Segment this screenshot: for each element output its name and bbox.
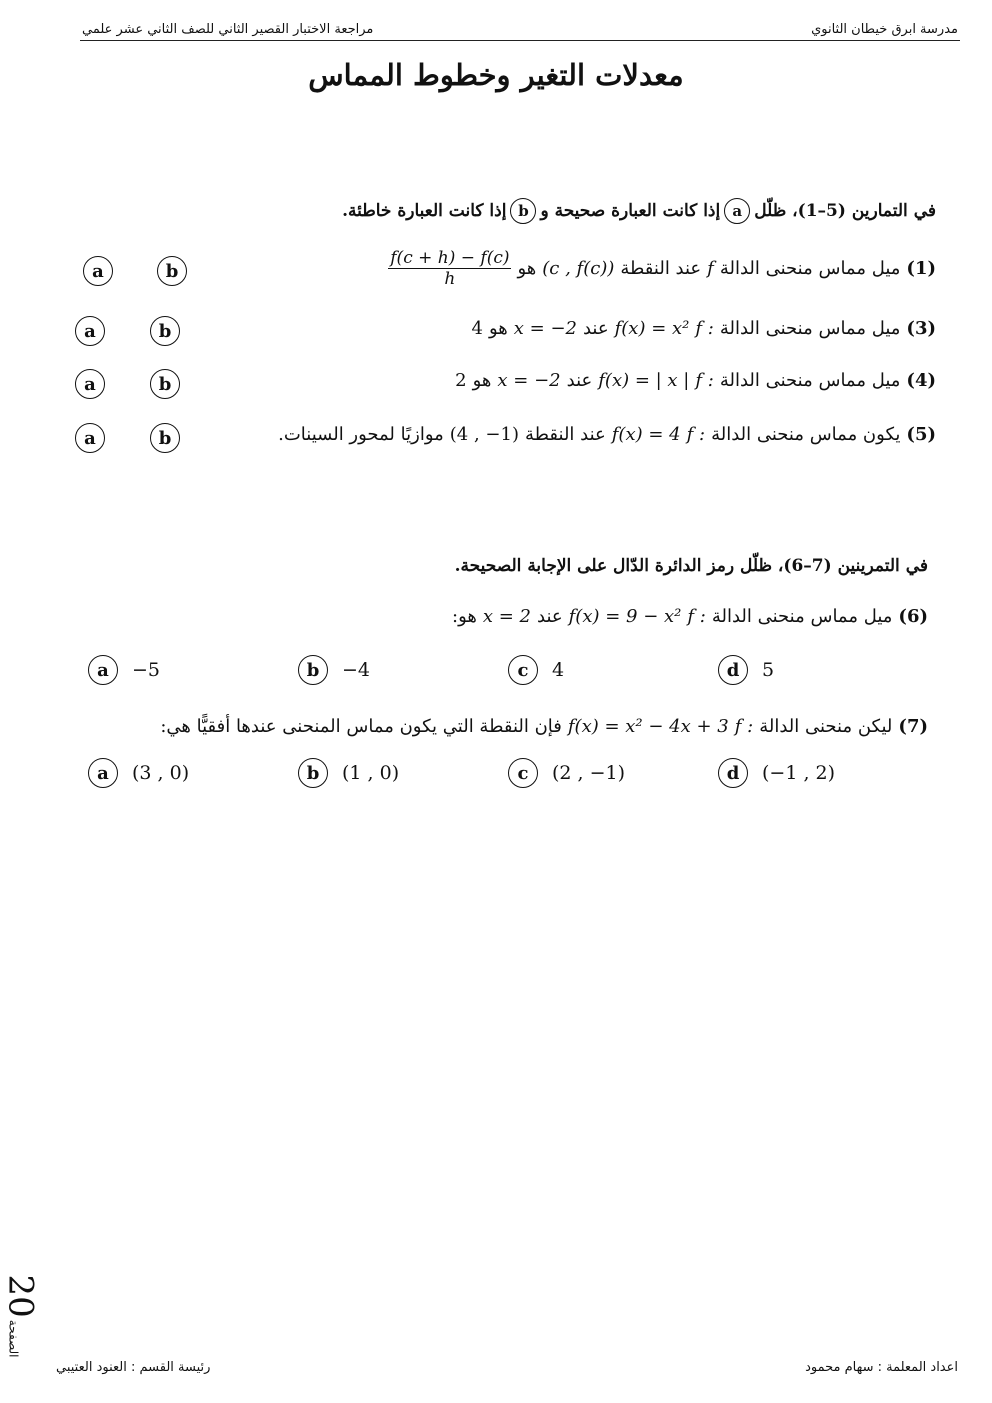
choice-a-circle[interactable]: a (88, 758, 118, 788)
answer-b-circle[interactable]: b (157, 256, 187, 286)
function-symbol: f : (734, 716, 754, 737)
function-symbol: f : (695, 318, 714, 339)
choice-d[interactable] (718, 655, 774, 685)
choice-value: −4 (342, 659, 371, 681)
question-1 (388, 248, 936, 289)
section2-instruction: في التمرينين (7–6)، ظلّل رمز الدائرة الدّال على الإجابة الصحيحة. (454, 556, 928, 576)
footer-teacher: اعداد المعلمة : سهام محمود (805, 1360, 958, 1375)
question-3 (472, 318, 936, 339)
page-number-value: 20 (0, 1274, 41, 1318)
choice-d[interactable] (718, 758, 835, 788)
function-expression: f(x) = 4 (611, 424, 681, 445)
question-number: (7) (898, 716, 928, 737)
answer-a-circle[interactable]: a (83, 256, 113, 286)
choice-a[interactable] (88, 758, 189, 788)
x-value: x = 2 (482, 606, 532, 627)
choice-b-circle[interactable]: b (298, 655, 328, 685)
choice-c[interactable] (508, 655, 564, 685)
instruction-mid: إذا كانت العبارة صحيحة و (540, 201, 721, 221)
page-title: معدلات التغير وخطوط المماس (308, 58, 684, 92)
question-text: ميل مماس منحنى الدالة (719, 258, 901, 279)
question-7 (160, 716, 928, 737)
result-value: 4 (471, 318, 483, 339)
function-expression: f(x) = 9 − x² (568, 606, 682, 627)
option-b-circle: b (510, 198, 536, 224)
difference-quotient (388, 248, 511, 289)
answer-b-circle[interactable]: b (150, 369, 180, 399)
question-number: (6) (898, 606, 928, 627)
answer-a-circle[interactable]: a (75, 369, 105, 399)
question-text: يكون مماس منحنى الدالة (711, 424, 901, 445)
question-number: (4) (906, 370, 936, 391)
option-a-circle: a (724, 198, 750, 224)
question-text: فإن النقطة التي يكون مماس المنحنى عندها أفقيًّا هي: (160, 716, 562, 737)
fraction-numerator: f(c + h) − f(c) (390, 248, 510, 268)
question-text: هو: (452, 606, 477, 627)
choice-c-circle[interactable]: c (508, 655, 538, 685)
question-text: ميل مماس منحنى الدالة (719, 370, 901, 391)
function-symbol: f (707, 258, 714, 279)
header-divider (80, 40, 960, 41)
question-6 (452, 606, 928, 627)
question-text: عند (566, 370, 593, 391)
x-value: x = −2 (497, 370, 561, 391)
question-5 (278, 424, 936, 445)
header-subject: مراجعة الاختبار القصير الثاني للصف الثاني عشر علمي (82, 22, 374, 37)
answer-a-circle[interactable]: a (75, 316, 105, 346)
question-text: عند (537, 606, 563, 627)
choice-b[interactable] (298, 655, 370, 685)
choice-value: (−1 , 2) (762, 762, 836, 784)
choice-b-circle[interactable]: b (298, 758, 328, 788)
choice-d-circle[interactable]: d (718, 758, 748, 788)
choice-value: (2 , −1) (552, 762, 626, 784)
choice-c[interactable] (508, 758, 625, 788)
question-text: عند النقطة (620, 258, 702, 279)
x-value: x = −2 (513, 318, 577, 339)
function-expression: f(x) = x² (614, 318, 690, 339)
answer-a-circle[interactable]: a (75, 423, 105, 453)
question-text: هو (472, 370, 492, 391)
section1-instruction (342, 198, 936, 224)
question-4 (455, 370, 936, 391)
page-word: الصفحة (6, 1319, 21, 1357)
choice-c-circle[interactable]: c (508, 758, 538, 788)
function-symbol: f : (695, 370, 714, 391)
question-text: هو (488, 318, 508, 339)
question-number: (5) (906, 424, 936, 445)
choice-value: 5 (762, 659, 775, 681)
header-school: مدرسة ابرق خيطان الثانوي (811, 22, 958, 37)
question-text: عند (582, 318, 609, 339)
question-text: ليكن منحنى الدالة (759, 716, 893, 737)
answer-b-circle[interactable]: b (150, 423, 180, 453)
point-expression: (c , f(c)) (542, 258, 615, 279)
point-expression: (4 , −1) (449, 424, 519, 445)
question-text: هو (517, 258, 537, 279)
question-text: عند النقطة (524, 424, 606, 445)
instruction-prefix: في التمارين (5–1)، ظلّل (754, 201, 936, 221)
choice-d-circle[interactable]: d (718, 655, 748, 685)
question-text: ميل مماس منحنى الدالة (711, 606, 893, 627)
choice-b[interactable] (298, 758, 399, 788)
answer-b-circle[interactable]: b (150, 316, 180, 346)
instruction-suffix: إذا كانت العبارة خاطئة. (342, 201, 507, 221)
choice-value: (3 , 0) (132, 762, 190, 784)
choice-value: −5 (132, 659, 161, 681)
question-number: (3) (906, 318, 936, 339)
function-expression: f(x) = x² − 4x + 3 (567, 716, 729, 737)
question-number: (1) (906, 258, 936, 279)
page-number (0, 1268, 41, 1363)
fraction-denominator: h (444, 269, 456, 289)
choice-a-circle[interactable]: a (88, 655, 118, 685)
function-symbol: f : (687, 606, 706, 627)
choice-a[interactable] (88, 655, 160, 685)
function-expression: f(x) = | x | (598, 370, 690, 391)
question-text: ميل مماس منحنى الدالة (719, 318, 901, 339)
choice-value: 4 (552, 659, 565, 681)
footer-department-head: رئيسة القسم : العنود العتيبي (56, 1360, 211, 1375)
function-symbol: f : (686, 424, 706, 445)
question-text: موازيًا لمحور السينات. (278, 424, 444, 445)
result-value: 2 (455, 370, 467, 391)
choice-value: (1 , 0) (342, 762, 400, 784)
